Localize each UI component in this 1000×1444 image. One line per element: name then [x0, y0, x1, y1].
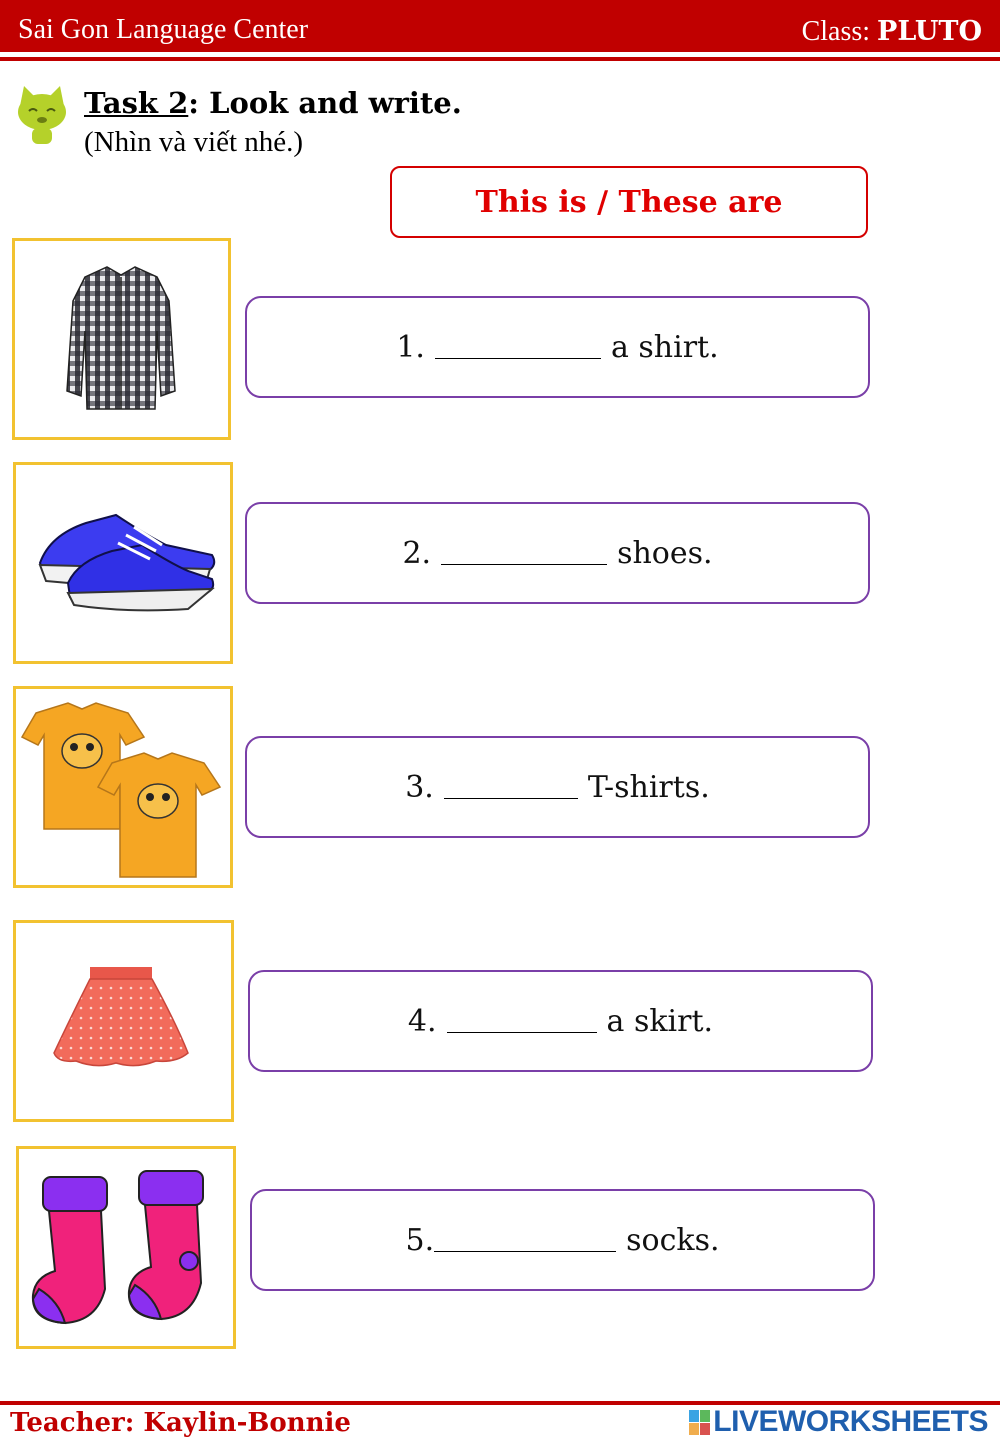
task-instruction: : Look and write. — [188, 86, 462, 120]
item-text: T-shirts. — [587, 769, 710, 805]
header-divider — [0, 57, 1000, 61]
center-name: Sai Gon Language Center — [18, 14, 309, 45]
socks-picture — [16, 1146, 236, 1349]
answer-blank[interactable] — [435, 336, 601, 359]
shirt-picture — [12, 238, 231, 440]
word-bank-text: This is / These are — [475, 184, 783, 220]
task-title — [84, 86, 462, 120]
item-number: 4. — [407, 1003, 437, 1039]
task-subtitle: (Nhìn và viết nhé.) — [84, 126, 304, 158]
item-text: socks. — [626, 1222, 720, 1258]
answer-box-3[interactable] — [245, 736, 870, 838]
class-label — [802, 16, 982, 48]
answer-box-4[interactable] — [248, 970, 873, 1072]
answer-blank[interactable] — [434, 1229, 616, 1252]
teacher-name: Teacher: Kaylin-Bonnie — [10, 1408, 351, 1438]
header-bar — [0, 0, 1000, 52]
item-text: a skirt. — [606, 1003, 714, 1039]
item-number: 2. — [402, 535, 432, 571]
item-text: shoes. — [617, 535, 713, 571]
class-name: PLUTO — [877, 16, 982, 47]
cat-mascot-icon — [14, 84, 70, 150]
answer-box-5[interactable] — [250, 1189, 875, 1291]
task-number: Task 2 — [84, 86, 189, 120]
item-number: 1. — [396, 329, 425, 365]
shoes-picture — [13, 462, 233, 664]
logo-text: LIVEWORKSHEETS — [713, 1405, 988, 1438]
liveworksheets-logo — [689, 1405, 988, 1439]
skirt-picture — [13, 920, 234, 1122]
answer-box-1[interactable] — [245, 296, 870, 398]
answer-box-2[interactable] — [245, 502, 870, 604]
answer-blank[interactable] — [441, 542, 607, 565]
word-bank-box — [390, 166, 868, 238]
answer-blank[interactable] — [444, 776, 578, 799]
item-number: 3. — [405, 769, 434, 805]
logo-icon — [689, 1410, 710, 1435]
answer-blank[interactable] — [447, 1010, 597, 1033]
item-text: a shirt. — [610, 329, 719, 365]
t-shirts-picture — [13, 686, 233, 888]
class-prefix: Class: — [801, 16, 871, 47]
item-number: 5. — [405, 1222, 435, 1258]
